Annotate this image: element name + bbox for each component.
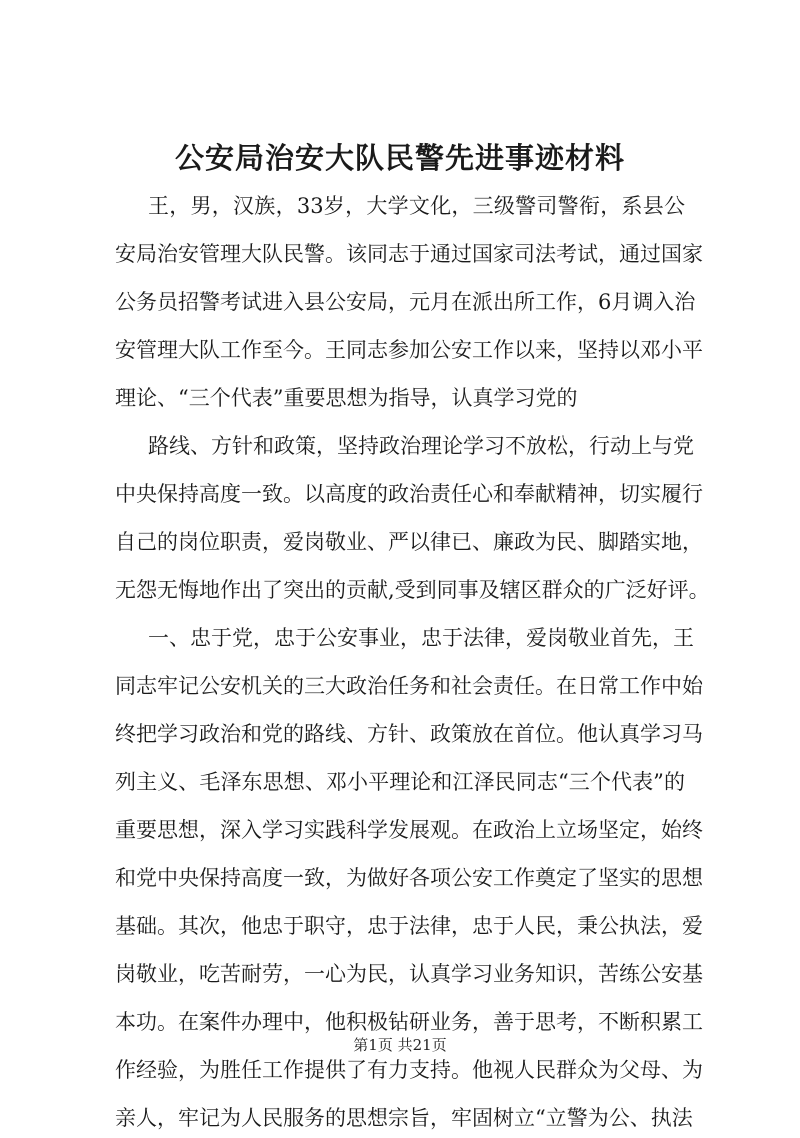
- text-line: 安管理大队工作至今。王同志参加公安工作以来，坚持以邓小平: [115, 338, 703, 362]
- text-line: 作经验，为胜任工作提供了有力支持。他视人民群众为父母、为: [115, 1058, 703, 1082]
- text-line: 终把学习政治和党的路线、方针、政策放在首位。他认真学习马: [115, 722, 703, 746]
- text-line: 重要思想，深入学习实践科学发展观。在政治上立场坚定，始终: [115, 818, 703, 842]
- text-line: 安局治安管理大队民警。该同志于通过国家司法考试，通过国家: [115, 242, 703, 266]
- text-line: 列主义、毛泽东思想、邓小平理论和江泽民同志“三个代表”的: [115, 770, 685, 794]
- text-line: 中央保持高度一致。以高度的政治责任心和奉献精神，切实履行: [115, 482, 703, 506]
- text-line: 基础。其次，他忠于职守，忠于法律，忠于人民，秉公执法，爱: [115, 914, 703, 938]
- text-line: 路线、方针和政策，坚持政治理论学习不放松，行动上与党: [148, 434, 694, 458]
- text-line: 亲人，牢记为人民服务的思想宗旨，牢固树立“立警为公、执法: [115, 1106, 693, 1130]
- text-line: 王，男，汉族，33岁，大学文化，三级警司警衔，系县公: [148, 194, 685, 218]
- text-line: 自己的岗位职责，爱岗敬业、严以律已、廉政为民、脚踏实地，: [115, 530, 703, 554]
- text-line: 无怨无悔地作出了突出的贡献,受到同事及辖区群众的广泛好评。: [115, 578, 710, 602]
- text-line: 本功。在案件办理中，他积极钻研业务，善于思考，不断积累工: [115, 1010, 703, 1034]
- text-line: 和党中央保持高度一致，为做好各项公安工作奠定了坚实的思想: [115, 866, 703, 890]
- text-line: 岗敬业，吃苦耐劳，一心为民，认真学习业务知识，苦练公安基: [115, 962, 703, 986]
- document-title: 公安局治安大队民警先进事迹材料: [174, 141, 625, 175]
- text-line: 公务员招警考试进入县公安局，元月在派出所工作，6月调入治: [115, 290, 696, 314]
- text-line: 一、忠于党，忠于公安事业，忠于法律，爱岗敬业首先，王: [148, 626, 694, 650]
- text-line: 理论、“三个代表”重要思想为指导，认真学习党的: [115, 386, 578, 410]
- text-line: 同志牢记公安机关的三大政治任务和社会责任。在日常工作中始: [115, 674, 703, 698]
- page-number-footer: 第1页 共21页: [353, 1036, 447, 1054]
